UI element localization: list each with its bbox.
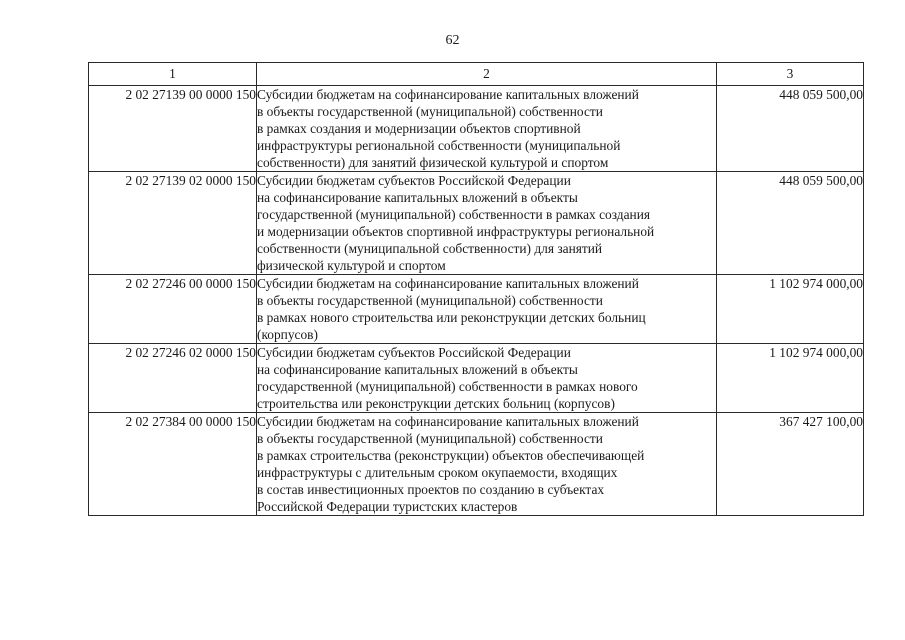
table-row <box>89 413 864 516</box>
description-line: строительства или реконструкции детских больниц (корпусов) <box>257 396 615 411</box>
budget-description <box>257 86 717 172</box>
description-line: в рамках нового строительства или реконструкции детских больниц <box>257 310 646 325</box>
description-line: Субсидии бюджетам на софинансирование капитальных вложений <box>257 414 639 429</box>
budget-table <box>88 62 864 516</box>
table-header-row <box>89 63 864 86</box>
description-line: на софинансирование капитальных вложений в объекты <box>257 362 578 377</box>
budget-amount: 448 059 500,00 <box>717 172 864 275</box>
page-number: 62 <box>445 33 460 48</box>
budget-code: 2 02 27139 00 0000 150 <box>89 86 257 172</box>
description-line: собственности (муниципальной собственности) для занятий <box>257 241 603 256</box>
description-line: Российской Федерации туристских кластеров <box>257 499 518 514</box>
budget-code: 2 02 27246 02 0000 150 <box>89 344 257 413</box>
description-line: в объекты государственной (муниципальной) собственности <box>257 293 603 308</box>
description-line: на софинансирование капитальных вложений в объекты <box>257 190 578 205</box>
table-row <box>89 275 864 344</box>
description-line: физической культурой и спортом <box>257 258 446 273</box>
budget-code: 2 02 27139 02 0000 150 <box>89 172 257 275</box>
description-line: собственности) для занятий физической культурой и спортом <box>257 155 609 170</box>
budget-description <box>257 275 717 344</box>
table-row <box>89 344 864 413</box>
budget-code: 2 02 27246 00 0000 150 <box>89 275 257 344</box>
column-header-description: 2 <box>257 63 717 86</box>
budget-code: 2 02 27384 00 0000 150 <box>89 413 257 516</box>
budget-description <box>257 413 717 516</box>
budget-description <box>257 172 717 275</box>
description-line: в объекты государственной (муниципальной) собственности <box>257 431 603 446</box>
description-line: в состав инвестиционных проектов по созданию в субъектах <box>257 482 605 497</box>
description-line: в рамках строительства (реконструкции) объектов обеспечивающей <box>257 448 645 463</box>
budget-amount: 448 059 500,00 <box>717 86 864 172</box>
description-line: инфраструктуры с длительным сроком окупаемости, входящих <box>257 465 618 480</box>
budget-amount: 1 102 974 000,00 <box>717 275 864 344</box>
description-line: Субсидии бюджетам субъектов Российской Федерации <box>257 345 571 360</box>
description-line: в объекты государственной (муниципальной) собственности <box>257 104 603 119</box>
budget-description <box>257 344 717 413</box>
description-line: Субсидии бюджетам на софинансирование капитальных вложений <box>257 87 639 102</box>
column-header-code: 1 <box>89 63 257 86</box>
description-line: Субсидии бюджетам субъектов Российской Федерации <box>257 173 571 188</box>
description-line: (корпусов) <box>257 327 318 342</box>
table-row <box>89 86 864 172</box>
description-line: инфраструктуры региональной собственности (муниципальной <box>257 138 621 153</box>
description-line: государственной (муниципальной) собственности в рамках создания <box>257 207 651 222</box>
description-line: Субсидии бюджетам на софинансирование капитальных вложений <box>257 276 639 291</box>
description-line: в рамках создания и модернизации объектов спортивной <box>257 121 581 136</box>
description-line: государственной (муниципальной) собственности в рамках нового <box>257 379 638 394</box>
budget-amount: 1 102 974 000,00 <box>717 344 864 413</box>
column-header-amount: 3 <box>717 63 864 86</box>
description-line: и модернизации объектов спортивной инфраструктуры региональной <box>257 224 655 239</box>
budget-amount: 367 427 100,00 <box>717 413 864 516</box>
table-row <box>89 172 864 275</box>
